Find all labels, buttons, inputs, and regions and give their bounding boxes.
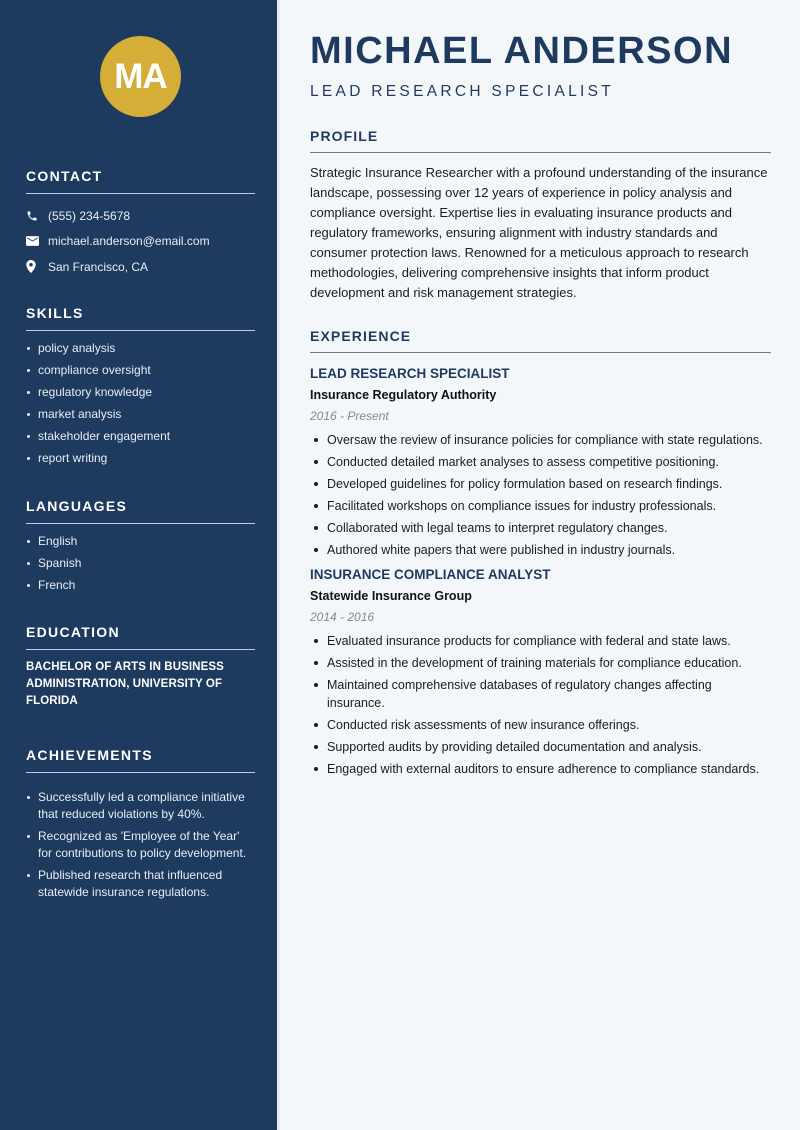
job-bullet: Assisted in the development of training materials for compliance education. xyxy=(310,654,771,672)
achievement-item: Published research that influenced statewide insurance regulations. xyxy=(26,867,255,901)
contact-email xyxy=(26,229,255,255)
job-bullet: Conducted risk assessments of new insurance offerings. xyxy=(310,716,771,734)
location-icon xyxy=(26,260,48,273)
education-heading: EDUCATION xyxy=(26,624,255,650)
languages-list xyxy=(26,533,255,594)
job-entry xyxy=(310,366,771,559)
candidate-name: MICHAEL ANDERSON xyxy=(310,30,734,72)
phone-icon xyxy=(26,210,48,222)
job-bullet: Conducted detailed market analyses to assess competitive positioning. xyxy=(310,453,771,471)
job-bullet: Collaborated with legal teams to interpret regulatory changes. xyxy=(310,519,771,537)
language-item: Spanish xyxy=(26,555,255,572)
job-bullet: Facilitated workshops on compliance issues for industry professionals. xyxy=(310,497,771,515)
languages-heading: LANGUAGES xyxy=(26,498,255,524)
email-text[interactable]: michael.anderson@email.com xyxy=(48,234,210,249)
skills-list xyxy=(26,340,255,467)
profile-heading: PROFILE xyxy=(310,128,771,153)
experience-section xyxy=(310,328,771,782)
language-item: French xyxy=(26,577,255,594)
skill-item: report writing xyxy=(26,450,255,467)
achievements-list xyxy=(26,789,255,901)
job-title: INSURANCE COMPLIANCE ANALYST xyxy=(310,567,551,582)
job-company: Statewide Insurance Group xyxy=(310,589,472,603)
skill-item: compliance oversight xyxy=(26,362,255,379)
skills-section xyxy=(26,305,255,472)
email-icon xyxy=(26,236,48,246)
phone-text: (555) 234-5678 xyxy=(48,208,131,223)
skill-item: market analysis xyxy=(26,406,255,423)
job-title: LEAD RESEARCH SPECIALIST xyxy=(310,366,510,381)
job-dates: 2016 - Present xyxy=(310,409,389,423)
job-bullet: Maintained comprehensive databases of regulatory changes affecting insurance. xyxy=(310,676,771,712)
contact-location xyxy=(26,254,255,280)
skill-item: regulatory knowledge xyxy=(26,384,255,401)
education-section xyxy=(26,624,255,710)
avatar xyxy=(100,36,181,117)
languages-section xyxy=(26,498,255,599)
contact-heading: CONTACT xyxy=(26,168,255,194)
candidate-title: LEAD RESEARCH SPECIALIST xyxy=(310,83,615,100)
job-bullet: Developed guidelines for policy formulation based on research findings. xyxy=(310,475,771,493)
profile-text: Strategic Insurance Researcher with a profound understanding of the insurance landscape, possessing over 12 years of experience in policy analysis and compliance oversight. Expertise lies in evaluating insurance products and regulatory frameworks, ensuring alignment with industry standards and consumer protection laws. Renowned for a meticulous approach to research methodologies, delivering comprehensive insights that inform product development and risk management strategies. xyxy=(310,165,768,300)
job-bullet: Oversaw the review of insurance policies for compliance with state regulations. xyxy=(310,431,771,449)
job-bullets xyxy=(310,632,771,778)
contact-phone xyxy=(26,203,255,229)
achievements-section xyxy=(26,747,255,906)
achievements-heading: ACHIEVEMENTS xyxy=(26,747,255,773)
job-bullet: Engaged with external auditors to ensure adherence to compliance standards. xyxy=(310,760,771,778)
sidebar xyxy=(0,0,280,1130)
job-bullets xyxy=(310,431,771,559)
job-bullet: Authored white papers that were published in industry journals. xyxy=(310,541,771,559)
education-degree: BACHELOR OF ARTS IN BUSINESS ADMINISTRATION, UNIVERSITY OF FLORIDA xyxy=(26,661,224,707)
achievement-item: Successfully led a compliance initiative that reduced violations by 40%. xyxy=(26,789,255,823)
job-bullet: Supported audits by providing detailed documentation and analysis. xyxy=(310,738,771,756)
job-bullet: Evaluated insurance products for compliance with federal and state laws. xyxy=(310,632,771,650)
achievement-item: Recognized as 'Employee of the Year' for contributions to policy development. xyxy=(26,828,255,862)
job-company: Insurance Regulatory Authority xyxy=(310,388,497,402)
profile-section xyxy=(310,128,771,303)
job-entry xyxy=(310,567,771,778)
skill-item: policy analysis xyxy=(26,340,255,357)
experience-heading: EXPERIENCE xyxy=(310,328,771,353)
language-item: English xyxy=(26,533,255,550)
location-text: San Francisco, CA xyxy=(48,259,149,274)
job-dates: 2014 - 2016 xyxy=(310,610,375,624)
skill-item: stakeholder engagement xyxy=(26,428,255,445)
contact-section xyxy=(26,168,255,280)
skills-heading: SKILLS xyxy=(26,305,255,331)
avatar-initials: MA xyxy=(114,56,167,96)
